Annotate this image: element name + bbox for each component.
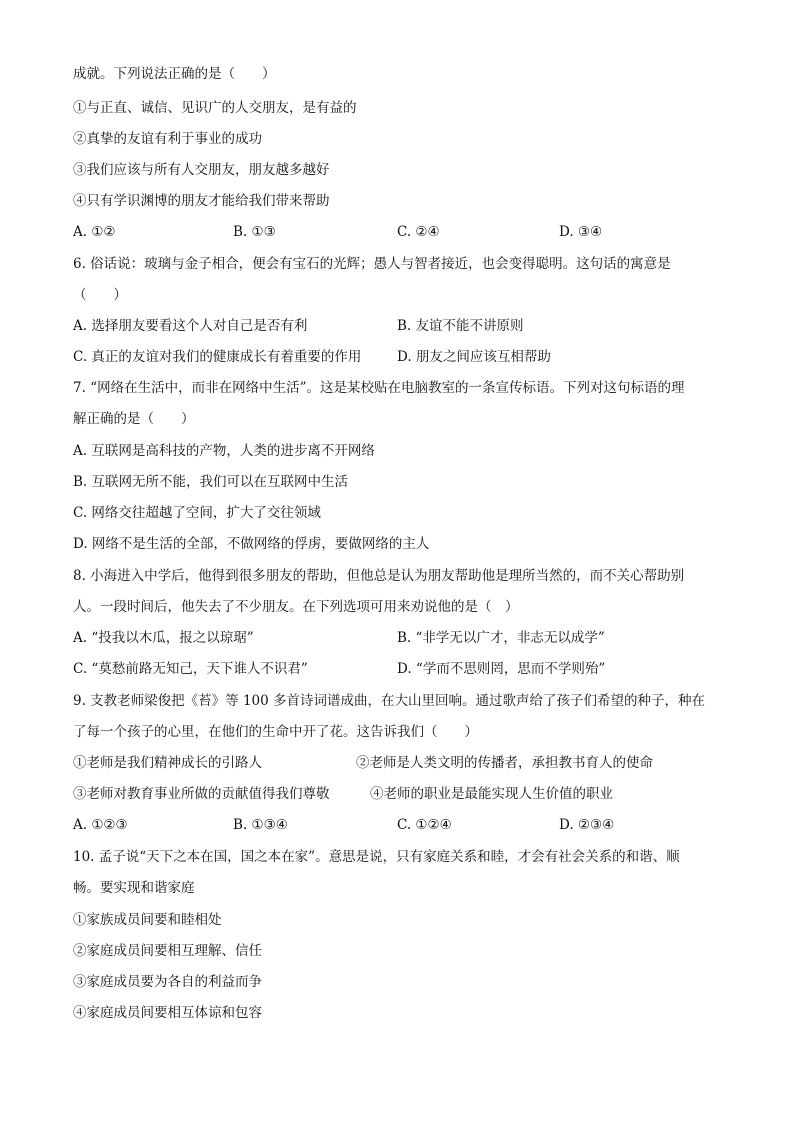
- statement-4: ④家庭成员间要相互体谅和包容: [73, 1005, 262, 1021]
- statement-1: ①与正直、诚信、见识广的人交朋友，是有益的: [73, 100, 357, 116]
- statement-1: ①老师是我们精神成长的引路人: [73, 755, 262, 771]
- option-a: A. “投我以木瓜，报之以琼琚”: [73, 630, 254, 646]
- option-b: B. 互联网无所不能，我们可以在互联网中生活: [73, 474, 349, 490]
- question-8-stem-cont: 人。一段时间后，他失去了不少朋友。在下列选项可用来劝说他的是（ ）: [73, 599, 519, 615]
- option-d: D. ③④: [559, 224, 603, 240]
- option-c: C. 网络交往超越了空间，扩大了交往领域: [73, 505, 321, 521]
- statement-3: ③我们应该与所有人交朋友，朋友越多越好: [73, 162, 330, 178]
- statement-2: ②家庭成员间要相互理解、信任: [73, 943, 262, 959]
- question-stem-line: 成就。下列说法正确的是（ ）: [73, 66, 276, 82]
- option-b: B. “非学无以广才，非志无以成学”: [397, 630, 605, 646]
- question-9-stem: 9. 支教老师梁俊把《苔》等 100 多首诗词谱成曲，在大山里回响。通过歌声给了孩子们希望的种子，种在: [73, 693, 706, 709]
- option-c: C. ②④: [397, 224, 440, 240]
- option-c: C. 真正的友谊对我们的健康成长有着重要的作用: [73, 349, 362, 365]
- statement-2: ②老师是人类文明的传播者，承担教书育人的使命: [356, 755, 653, 771]
- option-d: D. ②③④: [559, 817, 615, 833]
- question-7-stem: 7. “网络在生活中，而非在网络中生活”。这是某校贴在电脑教室的一条宣传标语。下列对这句标语的理: [73, 380, 685, 396]
- option-d: D. “学而不思则罔，思而不学则殆”: [397, 661, 606, 677]
- option-a: A. 互联网是高科技的产物，人类的进步离不开网络: [73, 443, 375, 459]
- question-6-bracket: （ ）: [73, 287, 127, 303]
- statement-4: ④老师的职业是最能实现人生价值的职业: [370, 786, 613, 802]
- option-a: A. ①②③: [73, 817, 128, 833]
- statement-4: ④只有学识渊博的朋友才能给我们带来帮助: [73, 193, 330, 209]
- option-c: C. “莫愁前路无知己，天下谁人不识君”: [73, 661, 308, 677]
- option-c: C. ①②④: [397, 817, 452, 833]
- option-d: D. 朋友之间应该互相帮助: [397, 349, 551, 365]
- question-6-stem: 6. 俗话说：玻璃与金子相合，便会有宝石的光辉；愚人与智者接近，也会变得聪明。这句话的寓意是: [73, 256, 671, 272]
- statement-1: ①家族成员间要和睦相处: [73, 912, 222, 928]
- option-a: A. ①②: [73, 224, 116, 240]
- option-b: B. 友谊不能不讲原则: [397, 318, 524, 334]
- statement-3: ③老师对教育事业所做的贡献值得我们尊敬: [73, 786, 330, 802]
- question-10-stem-cont: 畅。要实现和谐家庭: [73, 880, 195, 896]
- statement-3: ③家庭成员要为各自的利益而争: [73, 974, 262, 990]
- question-9-stem-cont: 了每一个孩子的心里，在他们的生命中开了花。这告诉我们（ ）: [73, 724, 478, 740]
- option-a: A. 选择朋友要看这个人对自己是否有利: [73, 318, 308, 334]
- question-7-stem-cont: 解正确的是（ ）: [73, 411, 195, 427]
- option-b: B. ①③: [233, 224, 276, 240]
- question-10-stem: 10. 孟子说“天下之本在国，国之本在家”。意思是说，只有家庭关系和睦，才会有社会关系的和谐、顺: [73, 849, 680, 865]
- option-b: B. ①③④: [233, 817, 288, 833]
- question-8-stem: 8. 小海进入中学后，他得到很多朋友的帮助，但他总是认为朋友帮助他是理所当然的，而不关心帮助别: [73, 568, 685, 584]
- statement-2: ②真挚的友谊有利于事业的成功: [73, 131, 262, 147]
- option-d: D. 网络不是生活的全部，不做网络的俘虏，要做网络的主人: [73, 536, 430, 552]
